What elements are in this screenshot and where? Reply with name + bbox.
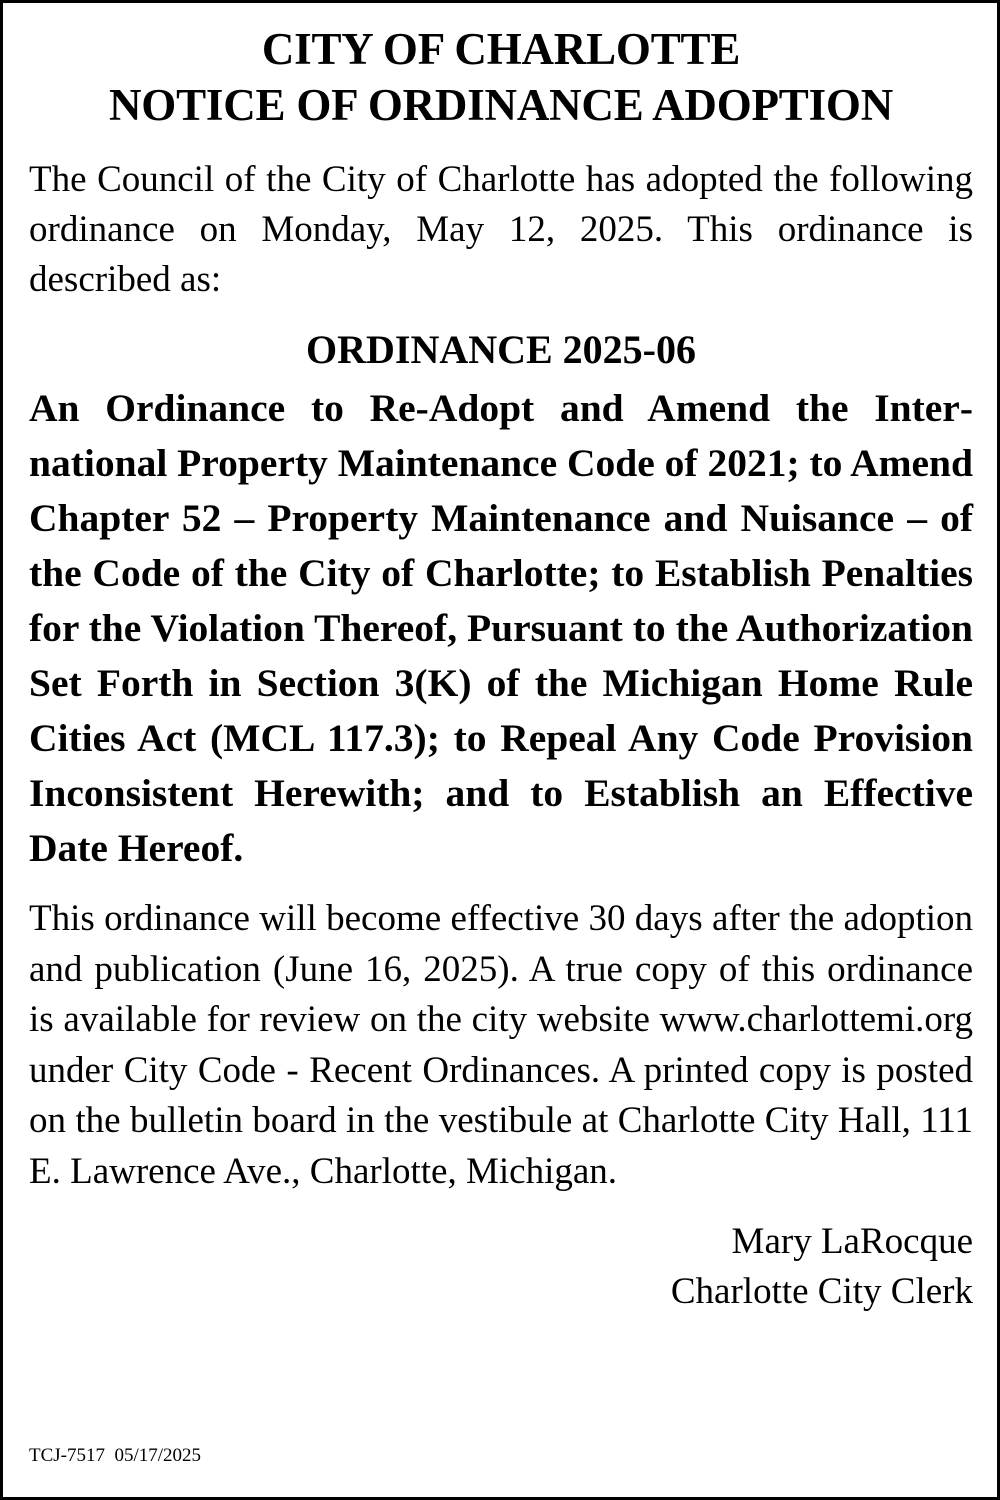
footer-code: TCJ-7517 05/17/2025 — [29, 1445, 202, 1466]
title-line-notice: NOTICE OF ORDINANCE ADOPTION — [108, 80, 894, 130]
ordinance-number: ORDINANCE 2025-06 — [306, 327, 696, 372]
effective-date-paragraph: This ordinance will become effective 30 days after the adoption and publication (June 16, 2025). A true copy of this ordinance is available for review on the city website www.charlottemi.org under City Code - Recent Ordinances. A printed copy is posted on the bulletin board in the vestibule at Charlotte City Hall, 111 E. Lawrence Ave., Charlotte, Michigan. — [29, 898, 973, 1192]
signer-title: Charlotte City Clerk — [670, 1271, 973, 1312]
intro-paragraph: The Council of the City of Charlotte has adopted the following ordinance on Monday, May 12, 2025. This ordinance is described as: — [29, 159, 973, 300]
signer-name: Mary LaRocque — [731, 1221, 973, 1262]
title-line-city: CITY OF CHARLOTTE — [261, 24, 741, 74]
notice-title — [29, 21, 973, 133]
ordinance-description: An Ordinance to Re-Adopt and Amend the International Property Maintenance Code of 2021; to Amend Chapter 52 – Property Maintenance and Nuisance – of the Code of the City of Charlotte; to Establish Penalties for the Violation Thereof, Pursuant to the Authorization Set Forth in Section 3(K) of the Michigan Home Rule Cities Act (MCL 117.3); to Repeal Any Code Provision Inconsistent Herewith; and to Establish an Effective Date Hereof. — [29, 386, 973, 870]
signature-block — [29, 1217, 973, 1317]
